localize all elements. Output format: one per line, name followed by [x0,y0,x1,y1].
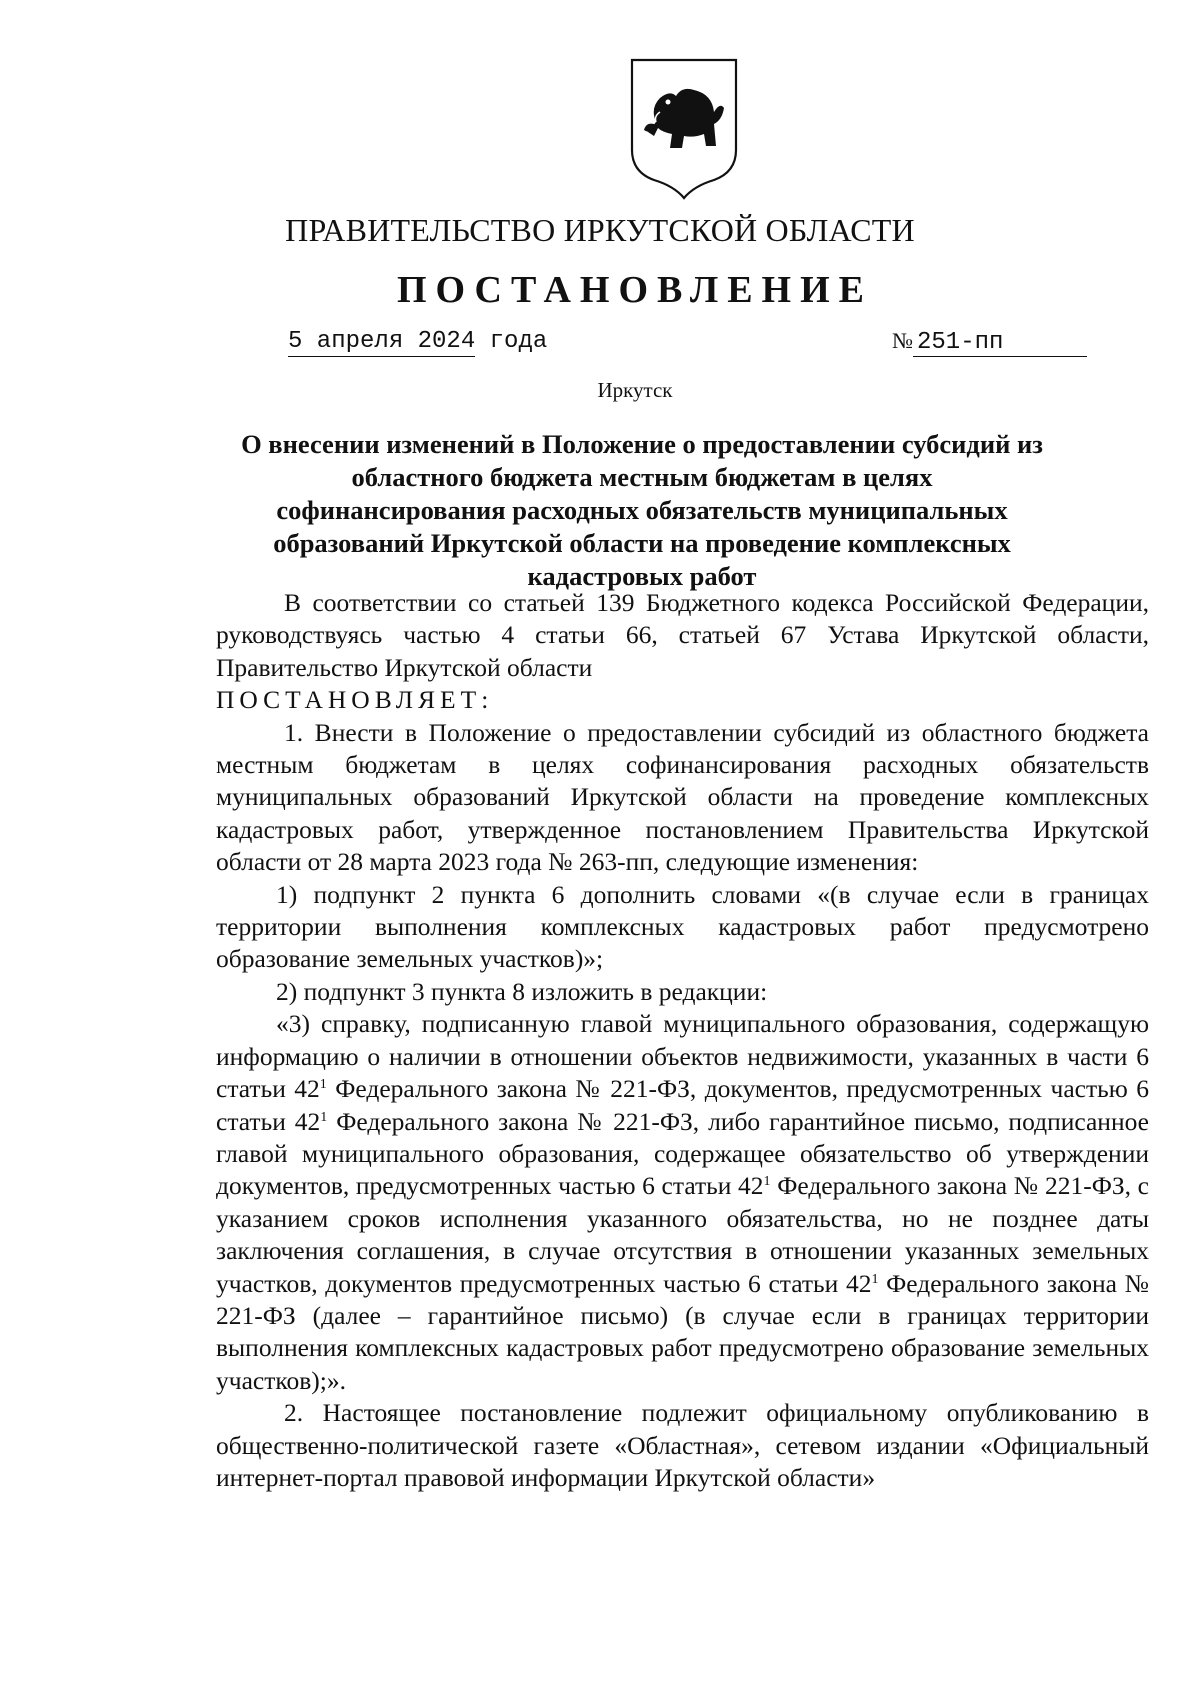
number-value: 251-пп [913,329,1087,357]
item-1-paragraph: 1. Внести в Положение о предоставлении субсидий из областного бюджета местным бюджетам в целях софинансирования расходных обязательств муниципальных образований Иркутской области на проведение комплексных кадастровых работ, утвержденное постановлением Правительства Иркутской области от 28 марта 2023 года № 263-пп, следующие изменения: [216,717,1149,877]
quote-part-b: Федерального закона № 221-ФЗ, документов, предусмотренных частью 6 статьи 42 [216,1074,1149,1136]
document-date [288,328,547,355]
superscript-3: 1 [763,1174,771,1190]
document-title: О внесении изменений в Положение о предоставлении субсидий из областного бюджета местным бюджетам в целях софинансирования расходных обязательств муниципальных образований Иркутской области на проведение комплексных кадастровых работ [241,429,1043,591]
quoted-amendment-paragraph [216,1008,1149,1397]
superscript-1: 1 [319,1077,327,1093]
document-body [216,587,1149,1494]
subitem-2-paragraph: 2) подпункт 3 пункта 8 изложить в редакции: [276,976,768,1006]
quote-part-c: Федерального закона № 221-ФЗ, либо гарантийное письмо, подписанное главой муниципального образования, содержащее обязательство об утверждении документов, предусмотренных частью 6 статьи 42 [216,1106,1149,1201]
resolves-heading: ПОСТАНОВЛЯЕТ: [216,685,494,715]
quote-part-d: Федерального закона № 221-ФЗ, с указанием сроков исполнения указанного обязательства, но не позднее даты заключения соглашения, в случае отсутствия в отношении указанных земельных участков, документов предусмотренных частью 6 статьи 42 [216,1171,1149,1298]
item-2-paragraph: 2. Настоящее постановление подлежит официальному опубликованию в общественно-политической газете «Областная», сетевом издании «Официальный интернет-портал правовой информации Иркутской области» [216,1398,1149,1492]
document-number [892,328,1087,357]
quote-part-e: Федерального закона № 221-ФЗ (далее – гарантийное письмо) (в случае если в границах территории выполнения комплексных кадастровых работ предусмотрено образование земельных участков);». [216,1268,1149,1395]
city-name: Иркутск [597,378,673,402]
intro-paragraph: В соответствии со статьей 139 Бюджетного кодекса Российской Федерации, руководствуясь частью 4 статьи 66, статьей 67 Устава Иркутской области, Правительство Иркутской области [216,588,1149,682]
coat-of-arms-emblem [624,50,744,200]
superscript-4: 1 [871,1271,879,1287]
superscript-2: 1 [320,1109,328,1125]
date-value: 5 апреля 2024 [288,328,476,355]
subitem-1-paragraph: 1) подпункт 2 пункта 6 дополнить словами «(в случае если в границах территории выполнения комплексных кадастровых работ предусмотрено образование земельных участков)»; [216,879,1149,974]
date-suffix: года [489,328,548,355]
organization-name: ПРАВИТЕЛЬСТВО ИРКУТСКОЙ ОБЛАСТИ [285,212,915,248]
document-type: ПОСТАНОВЛЕНИЕ [396,269,874,311]
quote-part-a: «3) справку, подписанную главой муниципального образования, содержащую информацию о наличии в отношении объектов недвижимости, указанных в части 6 статьи 42 [216,1009,1149,1104]
number-sign: № [892,328,913,353]
